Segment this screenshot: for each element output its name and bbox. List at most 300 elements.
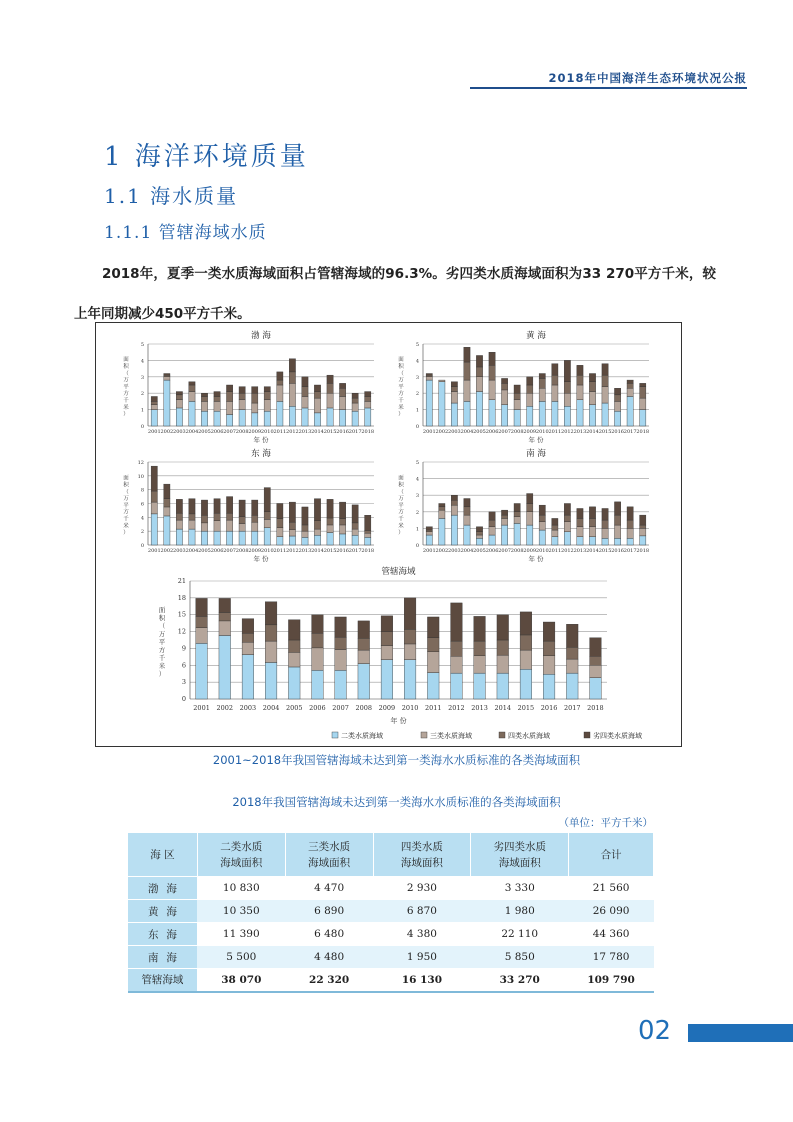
bar-segment — [302, 396, 308, 407]
bar-segment — [289, 372, 295, 383]
chart-figure — [95, 322, 682, 747]
header-region: 海 区 — [128, 833, 198, 877]
bar-segment — [327, 518, 333, 525]
bar-segment — [339, 388, 345, 396]
bar-segment — [501, 525, 507, 545]
bar-segment — [439, 504, 445, 507]
x-tick-label: 2013 — [298, 429, 312, 435]
x-tick-label: 2001 — [422, 548, 436, 554]
x-tick-label: 2002 — [160, 429, 174, 435]
y-tick-label: 2 — [140, 529, 144, 536]
x-tick-label: 2017 — [348, 548, 362, 554]
chart-title: 渤 海 — [251, 331, 271, 341]
bar-segment — [288, 652, 300, 667]
bar-segment — [252, 515, 258, 522]
bar-segment — [288, 620, 300, 640]
bar-segment — [602, 375, 608, 386]
header-total: 合计 — [569, 833, 654, 877]
bar-segment — [527, 377, 533, 385]
bar-segment — [627, 528, 633, 538]
x-tick-label: 2006 — [485, 429, 499, 435]
bar-segment — [602, 364, 608, 375]
bar-segment — [196, 616, 208, 627]
bar-segment — [277, 372, 283, 380]
table-cell: 11 390 — [197, 923, 285, 946]
chart-title: 管辖海域 — [381, 567, 416, 577]
bar-segment — [214, 521, 220, 531]
bar-segment — [264, 392, 270, 400]
x-tick-label: 2014 — [494, 704, 512, 712]
bar-segment — [314, 385, 320, 392]
x-tick-label: 2005 — [198, 548, 211, 554]
bar-segment — [552, 530, 558, 537]
bar-segment — [176, 408, 182, 426]
y-tick-label: 4 — [140, 358, 144, 365]
bar-segment — [365, 530, 371, 533]
bar-segment — [577, 508, 583, 518]
bar-segment — [327, 533, 333, 545]
bar-segment — [264, 411, 270, 426]
y-axis-label-char: 方 — [398, 391, 404, 398]
y-tick-label: 0 — [140, 543, 144, 549]
bar-segment — [476, 527, 482, 532]
y-tick-label: 6 — [181, 661, 186, 670]
bar-segment — [527, 504, 533, 512]
bar-segment — [352, 529, 358, 535]
y-axis-label-char: （ — [123, 370, 129, 377]
bar-segment — [539, 530, 545, 545]
bar-segment — [176, 392, 182, 395]
bar-segment — [426, 535, 432, 545]
bar-segment — [451, 673, 463, 699]
y-axis-label-char: 米 — [123, 404, 129, 411]
bar-segment — [352, 403, 358, 411]
x-tick-label: 2004 — [460, 429, 474, 435]
table-cell: 22 110 — [471, 923, 569, 946]
x-tick-label: 2012 — [561, 429, 574, 435]
y-axis-label-char: 平 — [398, 502, 404, 509]
x-tick-label: 2015 — [598, 429, 612, 435]
bar-segment — [277, 380, 283, 385]
bar-segment — [497, 673, 509, 699]
bar-segment — [314, 499, 320, 521]
bar-segment — [226, 385, 232, 392]
bar-segment — [426, 374, 432, 376]
y-axis-label-char: ） — [398, 411, 404, 418]
bar-segment — [339, 525, 345, 534]
bar-segment — [564, 393, 570, 406]
bar-segment — [520, 635, 532, 650]
region-cell: 南海 — [128, 946, 198, 969]
bar-segment — [239, 531, 245, 545]
table-title: 2018年我国管辖海域未达到第一类海水水质标准的各类海域面积 — [232, 795, 561, 809]
table-cell: 3 330 — [471, 877, 569, 900]
x-tick-label: 2016 — [611, 548, 624, 554]
x-tick-label: 2017 — [348, 429, 362, 435]
bar-segment — [242, 642, 254, 654]
y-axis-label-char: 万 — [158, 630, 166, 638]
bar-segment — [314, 535, 320, 545]
y-tick-label: 9 — [181, 644, 186, 653]
table-cell: 1 980 — [471, 900, 569, 923]
bar-segment — [451, 603, 463, 641]
bar-segment — [451, 641, 463, 656]
bar-segment — [265, 641, 277, 662]
table-cell: 22 320 — [285, 969, 373, 992]
bar-segment — [497, 655, 509, 673]
bar-segment — [339, 383, 345, 388]
y-tick-label: 12 — [137, 460, 144, 466]
bar-segment — [564, 522, 570, 532]
table-cell: 5 850 — [471, 946, 569, 969]
bar-segment — [451, 505, 457, 515]
bar-segment — [352, 393, 358, 398]
bar-segment — [252, 522, 258, 531]
running-header — [0, 68, 793, 92]
bar-segment — [476, 532, 482, 535]
bar-segment — [520, 669, 532, 699]
y-axis-label-char: ） — [158, 670, 166, 678]
bar-segment — [226, 497, 232, 514]
bar-segment — [314, 398, 320, 413]
bar-segment — [539, 522, 545, 530]
bar-segment — [335, 637, 347, 649]
bar-segment — [239, 387, 245, 394]
bar-segment — [164, 516, 170, 545]
bar-segment — [339, 410, 345, 426]
x-tick-label: 2012 — [286, 548, 299, 554]
bar-segment — [614, 411, 620, 426]
bar-segment — [265, 625, 277, 641]
y-tick-label: 3 — [415, 374, 419, 381]
bar-segment — [476, 392, 482, 426]
y-axis-label-char: 千 — [398, 398, 404, 404]
bar-segment — [640, 528, 646, 535]
bar-segment — [164, 377, 170, 380]
x-tick-label: 2017 — [623, 548, 637, 554]
y-axis-label-char: 平 — [398, 384, 404, 391]
x-tick-label: 2018 — [361, 429, 375, 435]
bar-segment — [564, 406, 570, 426]
y-tick-label: 5 — [140, 342, 144, 348]
y-tick-label: 4 — [415, 358, 419, 365]
body-paragraph: 2018年，夏季一类水质海域面积占管辖海域的96.3%。劣四类水质海域面积为33 270平方千米，较上年同期减少450平方千米。 — [74, 266, 716, 322]
x-tick-label: 2011 — [548, 548, 562, 554]
x-tick-label: 2009 — [523, 548, 537, 554]
bar-segment — [277, 537, 283, 545]
table-cell: 16 130 — [373, 969, 471, 992]
x-tick-label: 2002 — [435, 548, 449, 554]
bar-segment — [602, 520, 608, 528]
bar-segment — [451, 392, 457, 403]
y-axis-label-char: 积 — [123, 364, 129, 370]
x-tick-label: 2010 — [535, 429, 549, 435]
charts-svg — [96, 323, 683, 748]
bar-segment — [312, 670, 324, 699]
y-axis-label-char: 万 — [398, 496, 404, 503]
x-tick-label: 2009 — [248, 429, 262, 435]
bar-segment — [552, 518, 558, 525]
y-tick-label: 8 — [140, 487, 144, 494]
x-tick-label: 2013 — [573, 548, 587, 554]
bar-segment — [627, 380, 633, 383]
x-tick-label: 2012 — [286, 429, 299, 435]
bar-segment — [289, 406, 295, 426]
bar-segment — [439, 510, 445, 518]
y-tick-label: 4 — [415, 476, 419, 483]
x-tick-label: 2002 — [160, 548, 174, 554]
bar-segment — [164, 507, 170, 516]
bar-segment — [501, 383, 507, 390]
y-tick-label: 10 — [137, 473, 144, 480]
bar-segment — [352, 535, 358, 545]
bar-segment — [464, 347, 470, 362]
bar-segment — [514, 385, 520, 393]
bar-segment — [514, 512, 520, 517]
table-total-row — [128, 969, 654, 992]
bar-segment — [514, 523, 520, 545]
y-tick-label: 1 — [415, 526, 419, 533]
bar-segment — [358, 621, 370, 638]
bar-segment — [164, 374, 170, 376]
bar-segment — [577, 400, 583, 426]
bar-segment — [564, 382, 570, 393]
y-axis-label-char: 平 — [123, 384, 129, 391]
bar-segment — [242, 655, 254, 699]
bar-segment — [314, 413, 320, 426]
x-axis-label: 年 份 — [253, 436, 269, 444]
section-heading-3: 1.1.1 管辖海域水质 — [104, 223, 267, 243]
bar-segment — [151, 514, 157, 545]
bar-segment — [640, 387, 646, 398]
bar-segment — [176, 520, 182, 529]
x-tick-label: 2009 — [523, 429, 537, 435]
x-tick-label: 2017 — [563, 704, 581, 712]
bar-segment — [614, 515, 620, 525]
bar-segment — [602, 528, 608, 538]
bar-segment — [451, 403, 457, 426]
bar-segment — [219, 598, 231, 612]
x-tick-label: 2006 — [309, 704, 326, 712]
bar-segment — [151, 466, 157, 491]
bar-segment — [527, 512, 533, 525]
y-axis-label-char: 面 — [398, 357, 404, 364]
legend-label: 四类水质海域 — [508, 732, 550, 740]
bar-segment — [226, 531, 232, 545]
section-heading-2: 1.1 海水质量 — [104, 184, 239, 208]
bar-segment — [464, 507, 470, 515]
region-cell: 黄海 — [128, 900, 198, 923]
region-cell: 管辖海域 — [128, 969, 198, 992]
y-axis-label-char: 积 — [123, 482, 129, 489]
x-tick-label: 2004 — [185, 429, 199, 435]
bar-segment — [464, 380, 470, 401]
bar-segment — [640, 536, 646, 545]
bar-segment — [514, 400, 520, 410]
bar-segment — [201, 401, 207, 411]
bar-segment — [589, 537, 595, 545]
bar-segment — [590, 638, 602, 657]
figure-caption: 2001~2018年我国管辖海域未达到第一类海水水质标准的各类海域面积 — [212, 753, 581, 767]
legend-swatch — [421, 732, 427, 738]
table-cell: 5 500 — [197, 946, 285, 969]
bar-segment — [214, 531, 220, 545]
x-tick-label: 2010 — [260, 429, 274, 435]
x-tick-label: 2005 — [473, 429, 486, 435]
x-tick-label: 2015 — [598, 548, 612, 554]
x-tick-label: 2004 — [262, 704, 280, 712]
bar-segment — [464, 499, 470, 507]
bar-segment — [289, 530, 295, 536]
table-cell: 33 270 — [471, 969, 569, 992]
bar-segment — [289, 502, 295, 522]
table-cell: 1 950 — [373, 946, 471, 969]
header-rule — [470, 87, 747, 89]
bar-segment — [219, 636, 231, 699]
y-tick-label: 0 — [415, 543, 419, 549]
bar-segment — [439, 382, 445, 426]
x-tick-label: 2010 — [535, 548, 549, 554]
bar-segment — [365, 533, 371, 537]
bar-segment — [352, 411, 358, 426]
y-tick-label: 5 — [415, 460, 419, 466]
x-tick-label: 2005 — [285, 704, 303, 712]
x-tick-label: 2006 — [485, 548, 499, 554]
table-cell: 10 830 — [197, 877, 285, 900]
y-axis-label-char: 积 — [398, 482, 404, 489]
bar-segment — [614, 502, 620, 515]
bar-segment — [543, 641, 555, 656]
bar-segment — [589, 382, 595, 392]
y-axis-label-char: 积 — [158, 614, 166, 622]
x-tick-label: 2014 — [311, 429, 324, 435]
bar-segment — [602, 538, 608, 545]
bar-segment — [426, 375, 432, 377]
x-axis-label: 年 份 — [528, 436, 544, 444]
bar-segment — [164, 380, 170, 426]
y-axis-label-char: （ — [398, 370, 404, 377]
bar-segment — [277, 401, 283, 426]
bar-segment — [539, 401, 545, 426]
bar-segment — [543, 674, 555, 699]
bar-segment — [527, 525, 533, 545]
bar-segment — [252, 393, 258, 403]
bar-segment — [226, 520, 232, 531]
y-axis-label-char: ） — [123, 411, 129, 418]
bar-segment — [151, 502, 157, 514]
y-axis-label-char: 米 — [158, 662, 166, 670]
header-class2: 二类水质 海域面积 — [197, 833, 285, 877]
bar-segment — [577, 365, 583, 375]
bar-segment — [577, 518, 583, 526]
x-tick-label: 2018 — [636, 548, 650, 554]
bar-segment — [627, 388, 633, 396]
bar-segment — [264, 400, 270, 411]
x-tick-label: 2003 — [448, 548, 461, 554]
y-tick-label: 15 — [177, 610, 186, 619]
report-title: 2018年中国海洋生态环境状况公报 — [548, 71, 747, 85]
bar-segment — [365, 408, 371, 426]
bar-segment — [543, 656, 555, 675]
bar-segment — [614, 525, 620, 538]
bar-segment — [640, 398, 646, 409]
y-tick-label: 1 — [415, 407, 419, 414]
bar-segment — [489, 535, 495, 545]
bar-segment — [501, 405, 507, 426]
bar-segment — [640, 525, 646, 528]
legend-label: 二类水质海域 — [341, 732, 383, 740]
bar-segment — [201, 393, 207, 396]
table-cell: 6 480 — [285, 923, 373, 946]
bar-segment — [327, 408, 333, 426]
bar-segment — [358, 650, 370, 663]
bar-segment — [474, 641, 486, 656]
bar-segment — [365, 515, 371, 530]
bar-segment — [451, 387, 457, 392]
table-cell: 4 470 — [285, 877, 373, 900]
bar-segment — [339, 502, 345, 519]
bar-segment — [289, 383, 295, 406]
page-number: 02 — [638, 1016, 672, 1046]
bar-segment — [527, 406, 533, 426]
x-tick-label: 2007 — [223, 429, 236, 435]
y-axis-label-char: 平 — [158, 638, 166, 646]
bar-segment — [288, 667, 300, 699]
bar-segment — [151, 401, 157, 404]
area-table — [127, 832, 654, 993]
y-axis-label-char: 面 — [123, 475, 129, 482]
x-tick-label: 2003 — [173, 429, 186, 435]
bar-segment — [327, 393, 333, 408]
legend-label: 劣四类水质海域 — [593, 732, 642, 740]
bar-segment — [176, 400, 182, 408]
bar-segment — [552, 401, 558, 426]
bar-segment — [302, 408, 308, 426]
bar-segment — [189, 520, 195, 529]
bar-segment — [640, 410, 646, 426]
bar-segment — [239, 410, 245, 426]
bar-segment — [543, 622, 555, 641]
bar-segment — [476, 355, 482, 366]
bar-segment — [239, 500, 245, 517]
bar-segment — [277, 504, 283, 519]
x-tick-label: 2007 — [498, 548, 511, 554]
bar-segment — [239, 524, 245, 532]
x-tick-label: 2007 — [223, 548, 236, 554]
y-axis-label-char: 方 — [123, 391, 129, 398]
bar-segment — [214, 411, 220, 426]
y-tick-label: 0 — [415, 424, 419, 430]
y-tick-label: 0 — [181, 695, 186, 703]
bar-segment — [589, 405, 595, 426]
legend-label: 三类水质海域 — [430, 732, 472, 740]
x-tick-label: 2016 — [336, 548, 349, 554]
y-axis-label-char: 万 — [398, 377, 404, 384]
bar-segment — [476, 538, 482, 545]
x-tick-label: 2013 — [573, 429, 587, 435]
bar-segment — [497, 640, 509, 655]
bar-segment — [589, 374, 595, 382]
bar-segment — [640, 383, 646, 386]
bar-segment — [489, 352, 495, 365]
bar-segment — [352, 523, 358, 529]
bar-segment — [527, 393, 533, 406]
y-tick-label: 12 — [177, 627, 186, 636]
x-tick-label: 2014 — [586, 548, 599, 554]
bar-segment — [539, 515, 545, 522]
y-axis-label-char: （ — [123, 489, 129, 496]
y-tick-label: 0 — [140, 424, 144, 430]
